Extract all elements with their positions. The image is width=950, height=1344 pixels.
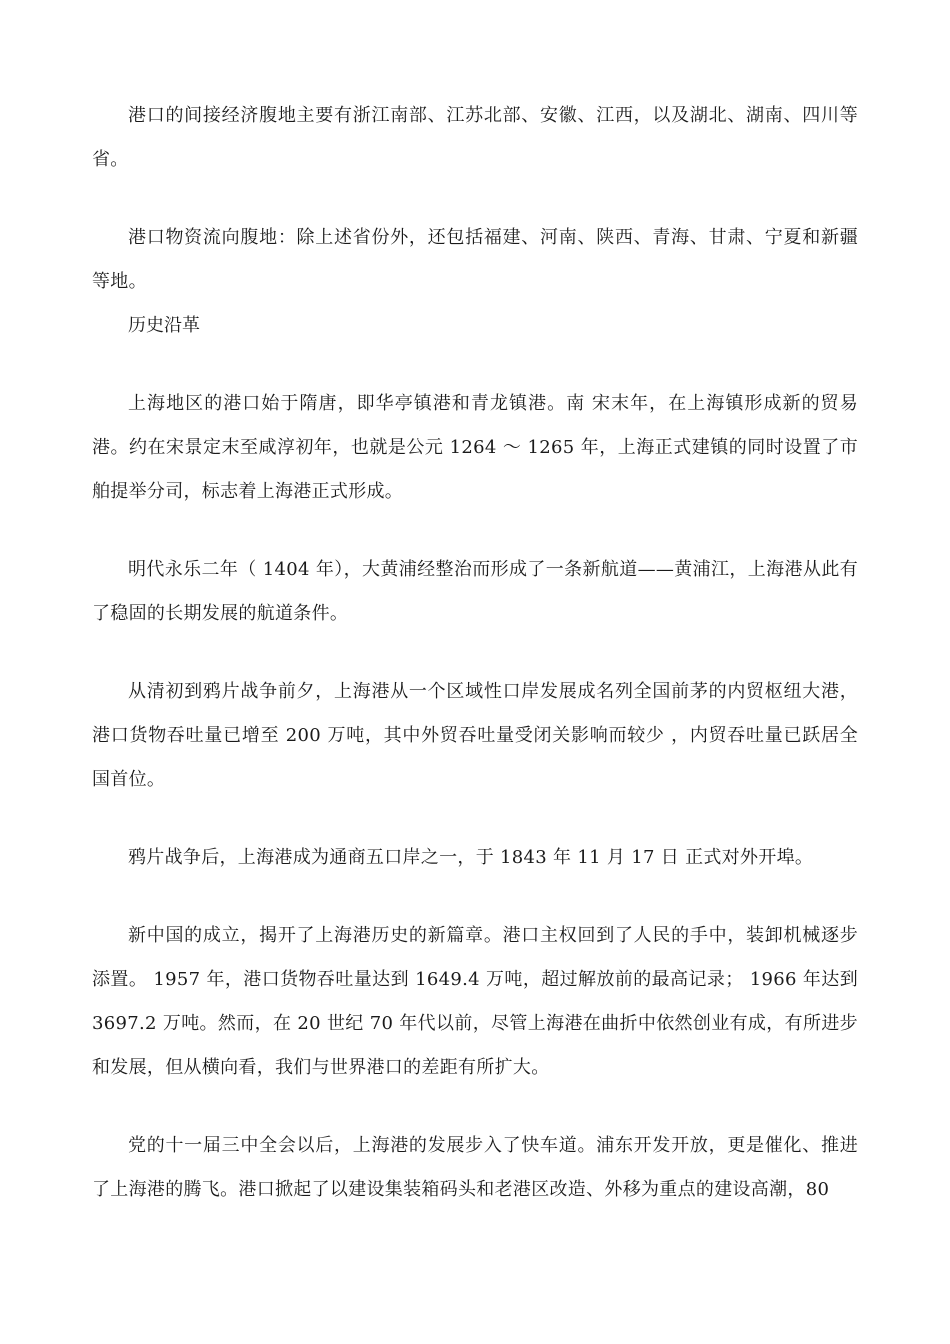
paragraph-reform-era: 党的十一届三中全会以后，上海港的发展步入了快车道。浦东开发开放，更是催化、推进了上海港的腾飞。港口掀起了以建设集装箱码头和老港区改造、外移为重点的建设高潮，80 (92, 1135, 858, 1200)
paragraph-qing-dynasty: 从清初到鸦片战争前夕，上海港从一个区域性口岸发展成名列全国前茅的内贸枢纽大港，港口货物吞吐量已增至 200 万吨，其中外贸吞吐量受闭关影响而较少 ，内贸吞吐量已跃居全国首位。 (92, 681, 858, 790)
paragraph-new-china: 新中国的成立，揭开了上海港历史的新篇章。港口主权回到了人民的手中，装卸机械逐步添置。 1957 年，港口货物吞吐量达到 1649.4 万吨，超过解放前的最高记录； 1966 年达到 3697.2 万吨。然而，在 20 世纪 70 年代以前，尽管上海港在曲折中依然创业有成，有所进步和发展，但从横向看，我们与世界港口的差距有所扩大。 (92, 925, 858, 1078)
paragraph-opium-war: 鸦片战争后，上海港成为通商五口岸之一，于 1843 年 11 月 17 日 正式对外开埠。 (128, 847, 814, 868)
document-body (92, 94, 858, 1212)
paragraph-ming-dynasty: 明代永乐二年（ 1404 年），大黄浦经整治而形成了一条新航道——黄浦江，上海港从此有了稳固的长期发展的航道条件。 (92, 559, 858, 624)
paragraph-hinterland-indirect: 港口的间接经济腹地主要有浙江南部、江苏北部、安徽、江西，以及湖北、湖南、四川等省。 (92, 105, 858, 170)
section-heading-history: 历史沿革 (128, 315, 200, 336)
paragraph-hinterland-flow: 港口物资流向腹地：除上述省份外，还包括福建、河南、陕西、青海、甘肃、宁夏和新疆等地。 (92, 227, 858, 292)
paragraph-origins: 上海地区的港口始于隋唐，即华亭镇港和青龙镇港。南 宋末年，在上海镇形成新的贸易港。约在宋景定末至咸淳初年，也就是公元 1264 ～ 1265 年，上海正式建镇的同时设置了市舶提举分司，标志着上海港正式形成。 (92, 393, 858, 502)
